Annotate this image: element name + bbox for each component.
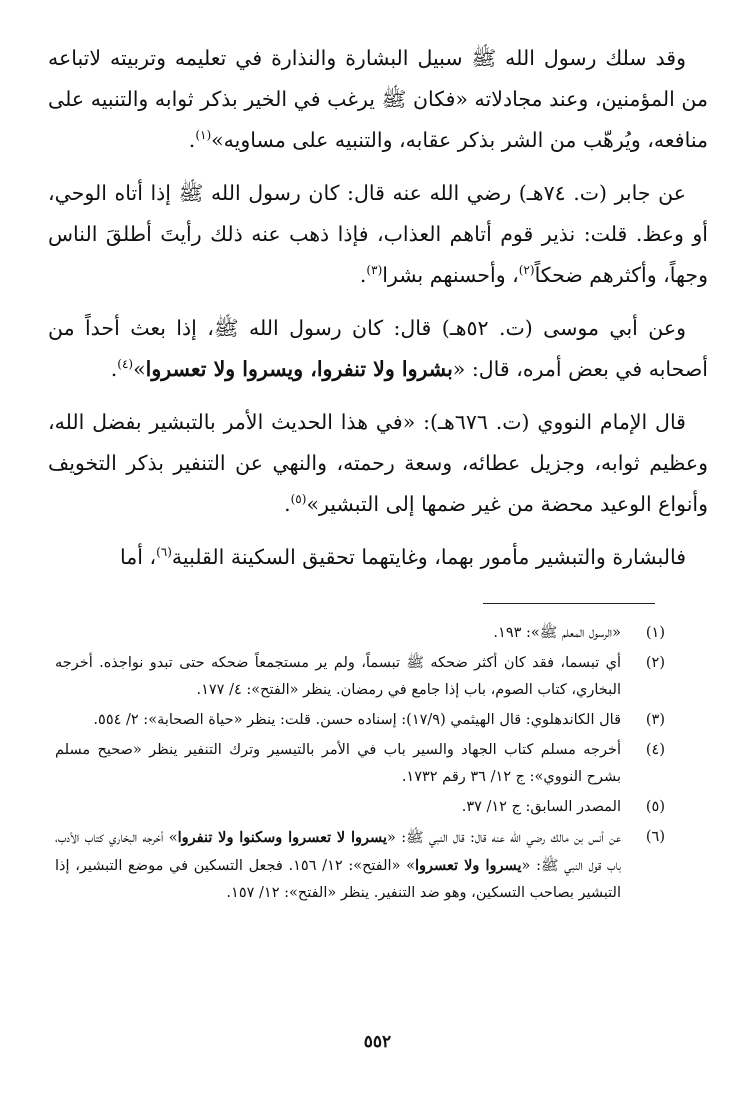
footnote-hadith-2: يسروا ولا تعسروا [415,857,522,874]
footnote-text: أخرجه مسلم كتاب الجهاد والسير باب في الأمر بالتيسير وترك التنفير ينظر «صحيح مسلم بشرح النووي»: ج ١٢/ ٣٦ رقم ١٧٣٢. [55,742,621,785]
footnote-text: قال الكاندهلوي: قال الهيثمي (١٧/٩): إسناده حسن. قلت: ينظر «حياة الصحابة»: ٢/ ٥٥٤. [93,712,621,728]
paragraph-4-end: . [284,492,291,516]
paragraph-5-text: فالبشارة والتبشير مأمور بهما، وغايتهما تحقيق السكينة القلبية [171,545,686,569]
paragraph-3-quote-close: » [133,357,146,381]
footnote-1 [55,620,665,647]
footnote-ref-1: (١) [195,128,212,143]
footnote-3 [55,707,665,734]
paragraph-3 [48,308,708,390]
footnote-text: «الرسول المعلم ﷺ»: ١٩٣. [493,625,621,641]
paragraph-4-text: قال الإمام النووي (ت. ٦٧٦هـ): «في هذا الحديث الأمر بالتبشير بفضل الله، وعظيم ثوابه، وجزيل عطائه، وسعة رحمته، والنهي عن التنفير بذكر التخويف وأنواع الوعيد محضة من غير ضمها إلى التبشير» [48,410,708,516]
footnote-number: (١) [645,625,665,641]
footnote-ref-2: (٢) [518,263,535,278]
footnote-number: (٥) [645,799,665,815]
page-body [48,38,708,590]
footnote-number: (٦) [645,829,665,845]
footnotes [55,620,665,910]
footnote-number: (٣) [645,712,665,728]
footnote-text-cont: » أخرجه البخاري كتاب الأدب، باب قول النبي ﷺ: « [55,830,622,874]
paragraph-5-end: ، أما [120,545,157,569]
page-number: ٥٥٢ [363,1032,392,1052]
footnote-separator [483,603,655,604]
hadith-quote: بشروا ولا تنفروا، ويسروا ولا تعسروا [145,357,453,381]
footnote-ref-4: (٤) [117,357,134,372]
footnote-text-end: » «الفتح»: ١٢/ ١٥٦. فجعل التسكين في موضع التبشير، إذا التبشير بصاحب التسكين، وهو ضد التنفير. ينظر «الفتح»: ١٢/ ١٥٧. [55,858,621,901]
footnote-text: أي تبسما، فقد كان أكثر ضحكه ﷺ تبسماً، ولم ير مستجمعاً ضحكه حتى تبدو نواجذه. أخرجه البخاري، كتاب الصوم، باب إذا جامع في رمضان. ينظر «الفتح»: ٤/ ١٧٧. [55,655,621,698]
paragraph-3-end: . [110,357,118,381]
paragraph-1-end: . [188,128,196,152]
footnote-number: (٤) [645,742,665,758]
footnote-text: عن أنس بن مالك رضي الله عنه قال: قال النبي ﷺ: « [386,830,621,846]
footnote-text: المصدر السابق: ج ١٢/ ٣٧. [461,799,621,815]
footnote-ref-5: (٥) [290,492,307,507]
paragraph-2-end: . [359,263,367,287]
paragraph-3-text: وعن أبي موسى (ت. ٥٢هـ) قال: كان رسول الله ﷺ، إذا بعث أحداً من أصحابه في بعض أمره، قال: « [48,316,708,381]
paragraph-5 [48,537,708,578]
footnote-2 [55,650,665,704]
main-text [48,38,708,578]
paragraph-1 [48,38,708,161]
paragraph-1-text: وقد سلك رسول الله ﷺ سبيل البشارة والنذارة في تعليمه وتربيته لاتباعه من المؤمنين، وعند مجادلاته «فكان ﷺ يرغب في الخير بذكر ثوابه والتنبيه على منافعه، ويُرهّب من الشر بذكر عقابه، والتنبيه على مساويه» [48,46,708,152]
paragraph-4 [48,402,708,525]
footnote-ref-6: (٦) [156,545,172,560]
paragraph-2-text: عن جابر (ت. ٧٤هـ) رضي الله عنه قال: كان رسول الله ﷺ إذا أتاه الوحي، أو وعظ. قلت: نذير قوم أتاهم العذاب، فإذا ذهب عنه ذلك رأيتَ أطلقَ الناس وجهاً، وأكثرهم ضحكاً [48,181,708,287]
footnote-5 [55,794,665,821]
footnote-4 [55,737,665,791]
paragraph-2-text-cont: ، وأحسنهم بشرا [382,263,519,287]
paragraph-2 [48,173,708,296]
footnote-ref-3: (٣) [366,263,383,278]
footnote-6 [55,824,665,907]
footnote-hadith-1: يسروا لا تعسروا وسكنوا ولا تنفروا [177,829,387,846]
footnote-number: (٢) [645,655,665,671]
